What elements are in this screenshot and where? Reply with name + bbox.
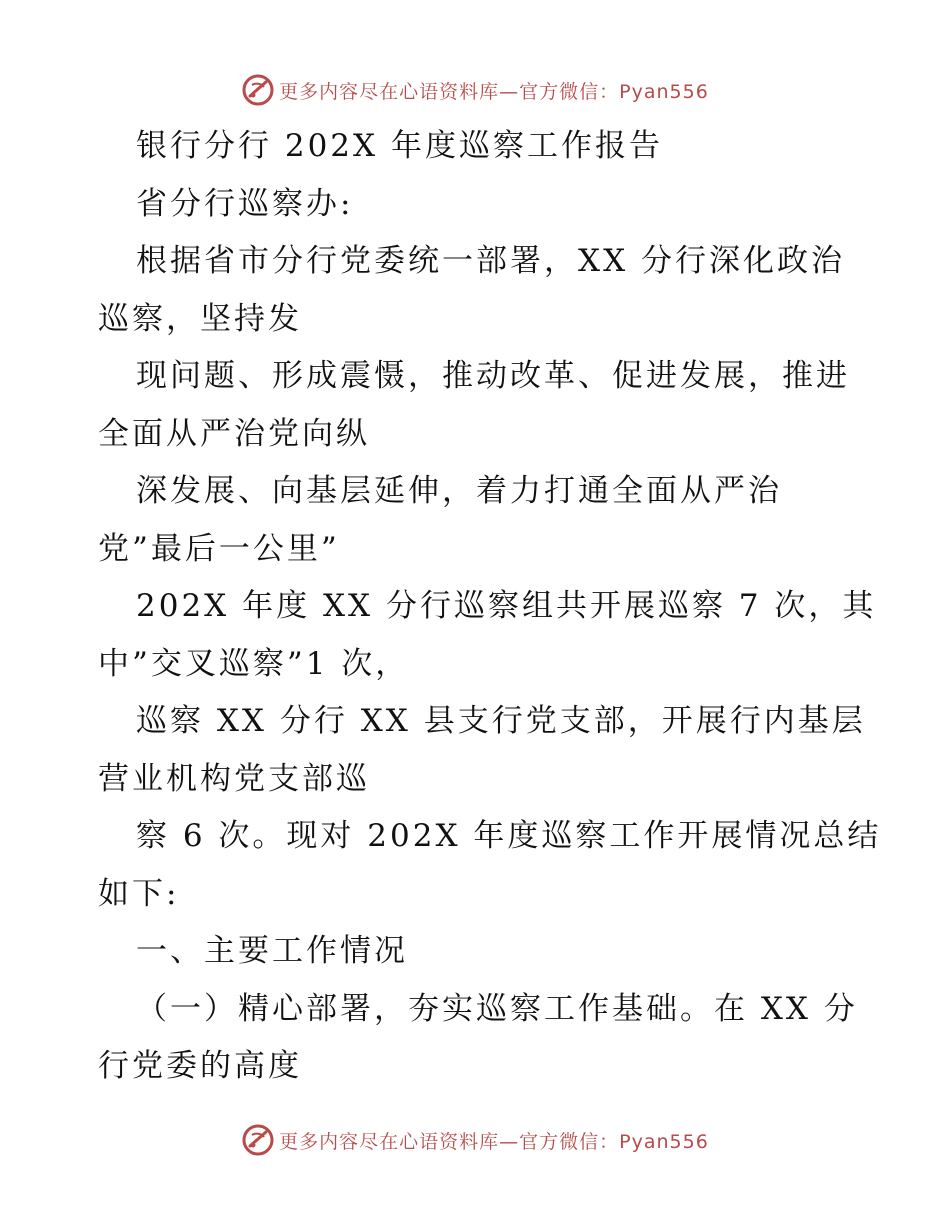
- header-banner-text: 更多内容尽在心语资料库—官方微信：Pyan556: [279, 80, 709, 103]
- paragraph-line: 行党委的高度: [98, 1048, 302, 1084]
- paragraph-line: 营业机构党支部巡: [98, 760, 370, 797]
- recipient-line: 省分行巡察办:: [136, 185, 354, 222]
- paragraph-line: 深发展、向基层延伸，着力打通全面从严治: [136, 473, 782, 509]
- footer-banner-text: 更多内容尽在心语资料库—官方微信：Pyan556: [279, 1130, 709, 1153]
- paragraph-line: 巡察，坚持发: [98, 300, 302, 337]
- footer-banner: [0, 1120, 950, 1160]
- paragraph-line: 全面从严治党向纵: [98, 415, 370, 452]
- paragraph-line: 察 6 次。现对 202X 年度巡察工作开展情况总结: [136, 818, 882, 854]
- paragraph-line: 党”最后一公里”: [98, 530, 340, 567]
- header-banner: [0, 70, 950, 110]
- document-body: [98, 118, 882, 1096]
- seal-logo-icon: [241, 1123, 275, 1157]
- document-title: 银行分行 202X 年度巡察工作报告: [136, 128, 663, 164]
- paragraph-line: 现问题、形成震慑，推动改革、促进发展，推进: [136, 358, 850, 394]
- paragraph-line: 202X 年度 XX 分行巡察组共开展巡察 7 次，其: [136, 588, 877, 624]
- subsection-line: （一）精心部署，夯实巡察工作基础。在 XX 分: [136, 990, 858, 1027]
- paragraph-line: 如下:: [98, 875, 180, 912]
- paragraph-line: 中”交叉巡察”1 次，: [98, 645, 410, 682]
- section-heading: 一、主要工作情况: [136, 933, 408, 969]
- paragraph-line: 巡察 XX 分行 XX 县支行党支部，开展行内基层: [136, 703, 866, 739]
- paragraph-line: 根据省市分行党委统一部署，XX 分行深化政治: [136, 243, 845, 279]
- seal-logo-icon: [241, 73, 275, 107]
